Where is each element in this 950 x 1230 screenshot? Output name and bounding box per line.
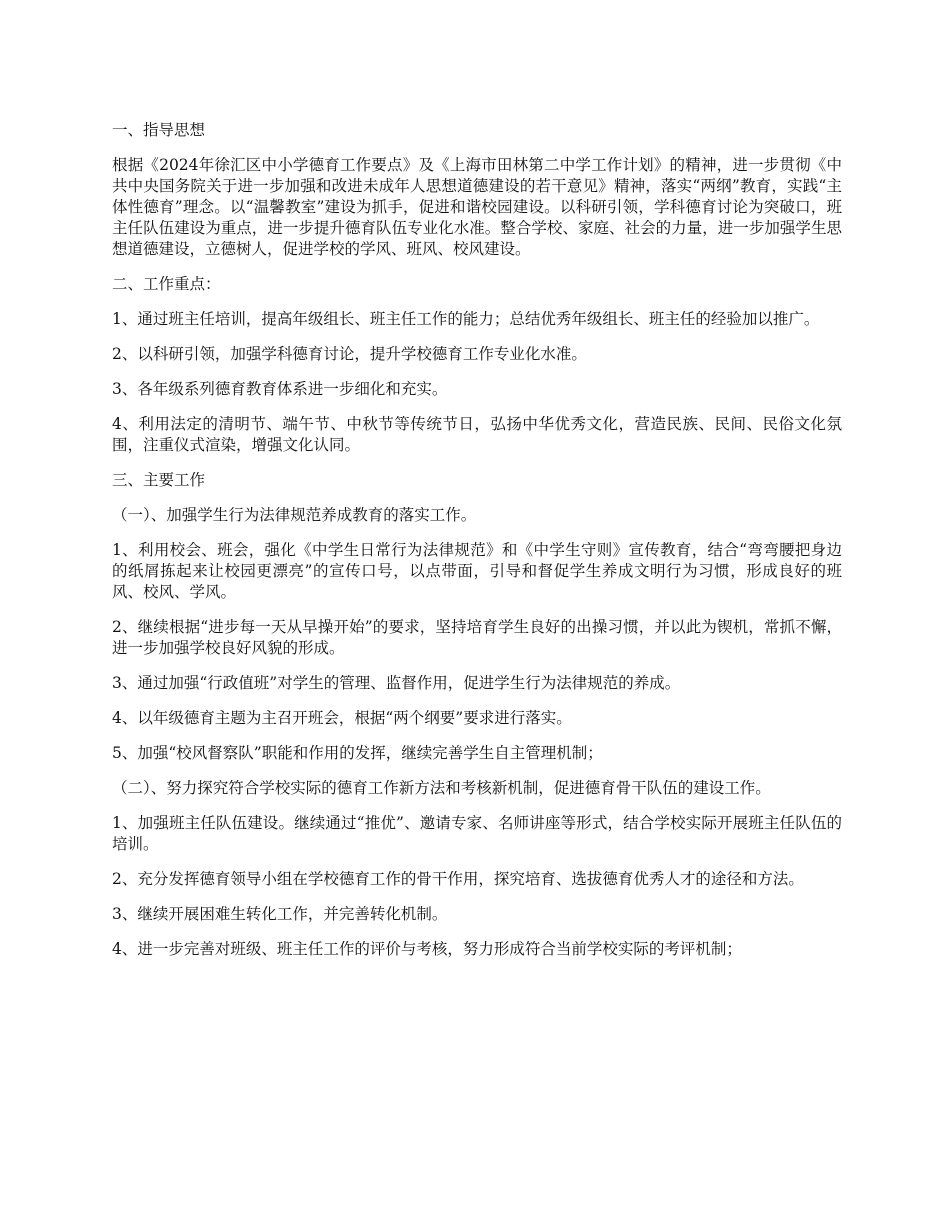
paragraph-work-1-5: 5、加强“校风督察队”职能和作用的发挥，继续完善学生自主管理机制； bbox=[112, 744, 603, 762]
paragraph-work-2-4: 4、进一步完善对班级、班主任工作的评价与考核，努力形成符合当前学校实际的考评机制； bbox=[112, 940, 742, 958]
paragraph-focus-1: 1、通过班主任培训，提高年级组长、班主任工作的能力；总结优秀年级组长、班主任的经验加以推广。 bbox=[112, 310, 820, 328]
paragraph-work-2-3: 3、继续开展困难生转化工作，并完善转化机制。 bbox=[112, 905, 448, 923]
paragraph-work-1-4: 4、以年级德育主题为主召开班会，根据“两个纲要”要求进行落实。 bbox=[112, 709, 572, 727]
paragraph-focus-2: 2、以科研引领，加强学科德育讨论，提升学校德育工作专业化水准。 bbox=[112, 345, 587, 363]
section-heading-main-work: 三、主要工作 bbox=[112, 471, 206, 489]
paragraph-work-1-1: 1、利用校会、班会，强化《中学生日常行为法律规范》和《中学生守则》宣传教育，结合“弯弯腰把身边的纸屑拣起来让校园更漂亮”的宣传口号，以点带面，引导和督促学生养成文明行为习惯，形成良好的班风、校风、学风。 bbox=[112, 541, 842, 601]
section-heading-work-focus: 二、工作重点： bbox=[112, 275, 221, 293]
document-body bbox=[112, 120, 842, 974]
paragraph-focus-4: 4、利用法定的清明节、端午节、中秋节等传统节日，弘扬中华优秀文化，营造民族、民间、民俗文化氛围，注重仪式渲染，增强文化认同。 bbox=[112, 415, 842, 454]
paragraph-work-1-2: 2、继续根据“进步每一天从早操开始”的要求，坚持培育学生良好的出操习惯，并以此为锲机，常抓不懈，进一步加强学校良好风貌的形成。 bbox=[112, 618, 842, 657]
subsection-heading-1: （一）、加强学生行为法律规范养成教育的落实工作。 bbox=[112, 506, 477, 524]
paragraph-work-2-2: 2、充分发挥德育领导小组在学校德育工作的骨干作用，探究培育、选拔德育优秀人才的途径和方法。 bbox=[112, 870, 804, 888]
paragraph-focus-3: 3、各年级系列德育教育体系进一步细化和充实。 bbox=[112, 380, 448, 398]
paragraph-work-2-1: 1、加强班主任队伍建设。继续通过“推优”、邀请专家、名师讲座等形式，结合学校实际开展班主任队伍的培训。 bbox=[112, 814, 842, 853]
paragraph-guiding-thought: 根据《2024年徐汇区中小学德育工作要点》及《上海市田林第二中学工作计划》的精神，进一步贯彻《中共中央国务院关于进一步加强和改进未成年人思想道德建设的若干意见》精神，落实“两纲”教育，实践“主体性德育”理念。以“温馨教室”建设为抓手，促进和谐校园建设。以科研引领，学科德育讨论为突破口，班主任队伍建设为重点，进一步提升德育队伍专业化水准。整合学校、家庭、社会的力量，进一步加强学生思想道德建设，立德树人，促进学校的学风、班风、校风建设。 bbox=[112, 156, 842, 258]
paragraph-work-1-3: 3、通过加强“行政值班”对学生的管理、监督作用，促进学生行为法律规范的养成。 bbox=[112, 674, 681, 692]
section-heading-guiding-thought: 一、指导思想 bbox=[112, 121, 206, 139]
subsection-heading-2: （二）、努力探究符合学校实际的德育工作新方法和考核新机制，促进德育骨干队伍的建设工作。 bbox=[112, 779, 771, 797]
